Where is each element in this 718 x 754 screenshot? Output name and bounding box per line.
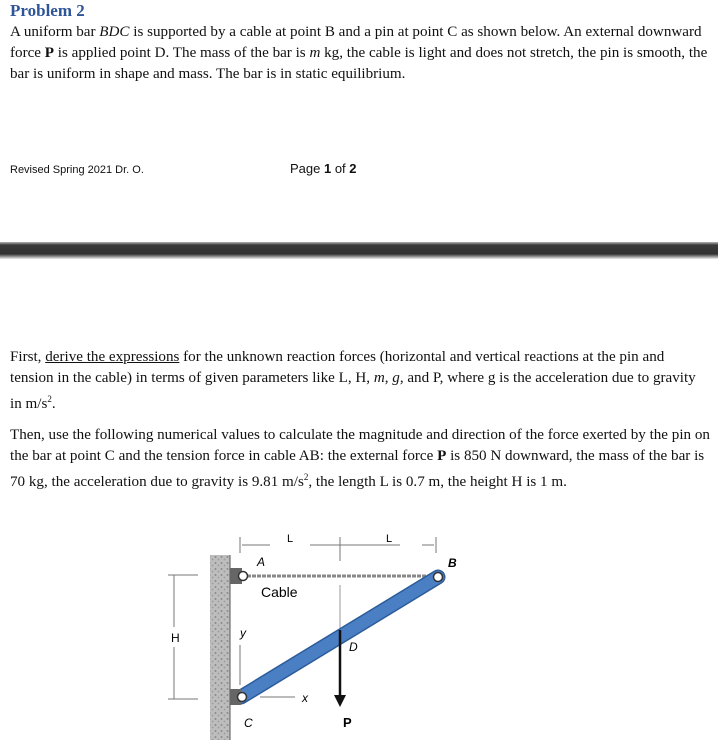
label-a: A: [257, 555, 266, 569]
length-dimension: [240, 533, 436, 561]
page-number: Page 1 of 2: [290, 161, 357, 176]
page-break-divider: [0, 242, 718, 259]
label-p: P: [343, 715, 352, 730]
problem-statement: [10, 22, 710, 85]
pin-a: [230, 568, 248, 584]
derive-instructions: First, derive the expressions for the unknown reaction forces (horizontal and vertical reactions at the pin and tension in the cable) in terms of given parameters like L, H, m, g, and P, where g is the acceleration due to gravity in $m/s^2$.: [10, 349, 696, 413]
intro-text: A uniform bar: [10, 24, 100, 40]
wall: [210, 555, 230, 740]
label-h: H: [171, 631, 180, 645]
intro-text: is applied point D. The mass of the bar is: [54, 45, 310, 61]
intro-text: is supported by a cable at point B and a pin at point C as shown below. An external downward force: [10, 24, 702, 61]
label-l-left: L: [287, 533, 294, 545]
intro-force-p: P: [44, 45, 55, 61]
pin-b: [434, 573, 443, 582]
intro-mass-m: m: [309, 45, 321, 61]
numeric-instructions: Then, use the following numerical values to calculate the magnitude and direction of the force exerted by the pin on the bar at point C and the tension force in cable AB: the external force P is 850 N downward, the mass of the bar is 70 kg, the acceleration due to gravity is 9.81 $m/s^2$, the length L is 0.7 m, the height H is 1 m.: [10, 427, 710, 491]
intro-text: kg, the cable is light and does not stretch, the pin is smooth, the bar is uniform in shape and mass. The bar is in static equilibrium.: [10, 45, 708, 82]
label-y: y: [240, 626, 246, 640]
label-x: x: [302, 691, 308, 705]
derive-emphasis: derive the expressions: [45, 349, 180, 365]
label-b: B: [448, 556, 457, 570]
label-l-right: L: [386, 533, 393, 545]
revision-note: Revised Spring 2021 Dr. O.: [10, 164, 144, 176]
label-cable: Cable: [261, 584, 298, 600]
height-dimension: [168, 575, 198, 699]
label-c: C: [244, 716, 253, 730]
intro-bdc: BDC: [99, 24, 130, 40]
problem-title: Problem 2: [10, 1, 85, 20]
bar-cable-diagram: [160, 525, 480, 743]
label-d: D: [349, 640, 358, 654]
